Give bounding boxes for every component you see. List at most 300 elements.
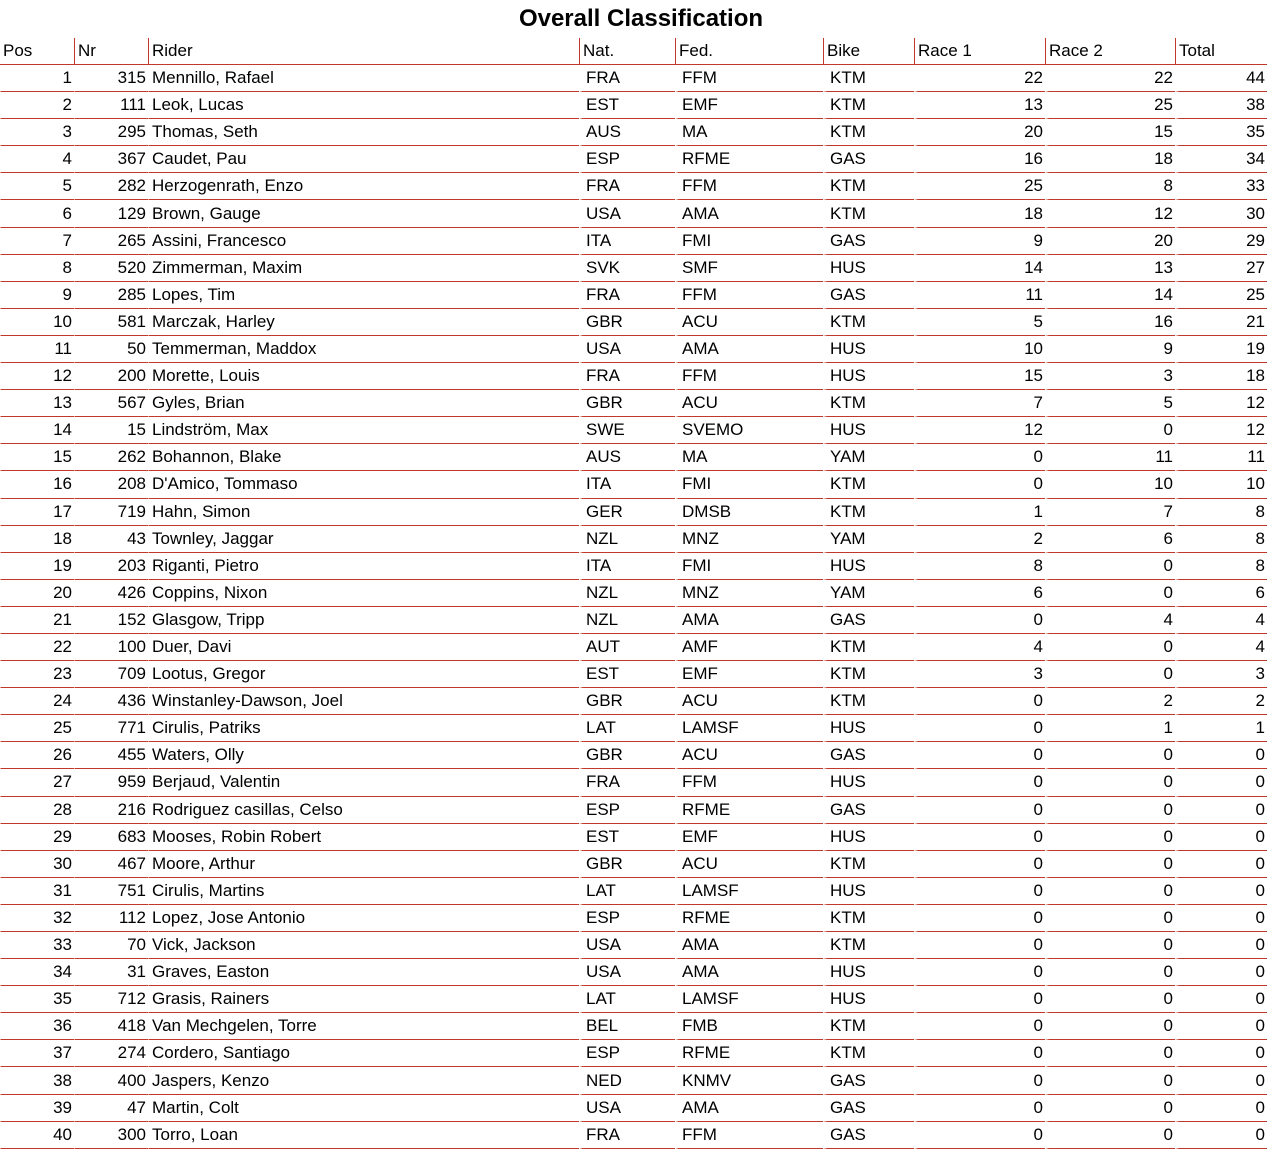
federation-cell: MA (675, 444, 823, 471)
table-row (0, 1067, 1267, 1094)
column-header-race2: Race 2 (1045, 38, 1175, 65)
table-row (0, 769, 1267, 796)
total-cell: 11 (1175, 444, 1267, 471)
race2-cell: 10 (1045, 471, 1175, 498)
total-cell: 0 (1175, 1013, 1267, 1040)
rider-cell: Vick, Jackson (148, 932, 579, 959)
race2-cell: 0 (1045, 661, 1175, 688)
nation-cell: USA (579, 959, 675, 986)
rider-cell: Leok, Lucas (148, 92, 579, 119)
nation-cell: ITA (579, 553, 675, 580)
total-cell: 0 (1175, 824, 1267, 851)
table-row (0, 1040, 1267, 1067)
race1-cell: 0 (914, 769, 1045, 796)
rider-cell: Lindström, Max (148, 417, 579, 444)
race1-cell: 4 (914, 634, 1045, 661)
total-cell: 33 (1175, 173, 1267, 200)
total-cell: 6 (1175, 580, 1267, 607)
race1-cell: 22 (914, 65, 1045, 92)
position-cell: 12 (0, 363, 74, 390)
table-row (0, 65, 1267, 92)
bike-cell: GAS (823, 146, 914, 173)
total-cell: 1 (1175, 715, 1267, 742)
federation-cell: FMI (675, 471, 823, 498)
federation-cell: FFM (675, 173, 823, 200)
nation-cell: GBR (579, 390, 675, 417)
rider-cell: Morette, Louis (148, 363, 579, 390)
federation-cell: FFM (675, 1122, 823, 1149)
position-cell: 10 (0, 309, 74, 336)
race1-cell: 3 (914, 661, 1045, 688)
bike-cell: KTM (823, 390, 914, 417)
table-row (0, 417, 1267, 444)
nation-cell: SVK (579, 255, 675, 282)
nation-cell: FRA (579, 65, 675, 92)
total-cell: 44 (1175, 65, 1267, 92)
table-row (0, 824, 1267, 851)
federation-cell: AMA (675, 1095, 823, 1122)
race1-cell: 14 (914, 255, 1045, 282)
table-row (0, 797, 1267, 824)
federation-cell: AMF (675, 634, 823, 661)
race2-cell: 0 (1045, 1122, 1175, 1149)
nation-cell: ITA (579, 471, 675, 498)
race2-cell: 13 (1045, 255, 1175, 282)
nation-cell: NED (579, 1067, 675, 1094)
rider-cell: Marczak, Harley (148, 309, 579, 336)
position-cell: 4 (0, 146, 74, 173)
position-cell: 6 (0, 200, 74, 227)
race1-cell: 0 (914, 607, 1045, 634)
rider-cell: Mennillo, Rafael (148, 65, 579, 92)
rider-cell: Caudet, Pau (148, 146, 579, 173)
number-cell: 285 (74, 282, 148, 309)
position-cell: 14 (0, 417, 74, 444)
rider-cell: Waters, Olly (148, 742, 579, 769)
total-cell: 30 (1175, 200, 1267, 227)
federation-cell: AMA (675, 932, 823, 959)
bike-cell: YAM (823, 444, 914, 471)
bike-cell: GAS (823, 1122, 914, 1149)
race2-cell: 0 (1045, 824, 1175, 851)
federation-cell: FFM (675, 65, 823, 92)
position-cell: 8 (0, 255, 74, 282)
race2-cell: 0 (1045, 417, 1175, 444)
rider-cell: Jaspers, Kenzo (148, 1067, 579, 1094)
total-cell: 0 (1175, 878, 1267, 905)
race1-cell: 11 (914, 282, 1045, 309)
federation-cell: FFM (675, 282, 823, 309)
federation-cell: AMA (675, 959, 823, 986)
race1-cell: 7 (914, 390, 1045, 417)
position-cell: 25 (0, 715, 74, 742)
bike-cell: HUS (823, 336, 914, 363)
table-row (0, 1122, 1267, 1149)
rider-cell: Mooses, Robin Robert (148, 824, 579, 851)
bike-cell: KTM (823, 119, 914, 146)
nation-cell: GBR (579, 742, 675, 769)
rider-cell: Lopez, Jose Antonio (148, 905, 579, 932)
position-cell: 15 (0, 444, 74, 471)
column-header-race1: Race 1 (914, 38, 1045, 65)
total-cell: 8 (1175, 526, 1267, 553)
race1-cell: 20 (914, 119, 1045, 146)
table-row (0, 634, 1267, 661)
race1-cell: 0 (914, 905, 1045, 932)
nation-cell: FRA (579, 173, 675, 200)
nation-cell: USA (579, 200, 675, 227)
total-cell: 18 (1175, 363, 1267, 390)
table-row (0, 526, 1267, 553)
nation-cell: ESP (579, 146, 675, 173)
column-header-fed: Fed. (675, 38, 823, 65)
federation-cell: SMF (675, 255, 823, 282)
rider-cell: Herzogenrath, Enzo (148, 173, 579, 200)
bike-cell: KTM (823, 499, 914, 526)
table-row (0, 255, 1267, 282)
number-cell: 265 (74, 228, 148, 255)
nation-cell: LAT (579, 715, 675, 742)
position-cell: 29 (0, 824, 74, 851)
bike-cell: GAS (823, 228, 914, 255)
table-row (0, 851, 1267, 878)
bike-cell: HUS (823, 715, 914, 742)
race2-cell: 0 (1045, 580, 1175, 607)
number-cell: 436 (74, 688, 148, 715)
table-row (0, 146, 1267, 173)
federation-cell: LAMSF (675, 878, 823, 905)
table-row (0, 173, 1267, 200)
bike-cell: HUS (823, 959, 914, 986)
table-row (0, 553, 1267, 580)
race2-cell: 16 (1045, 309, 1175, 336)
race1-cell: 10 (914, 336, 1045, 363)
race2-cell: 0 (1045, 905, 1175, 932)
bike-cell: GAS (823, 1067, 914, 1094)
table-header-row (0, 38, 1267, 65)
total-cell: 25 (1175, 282, 1267, 309)
number-cell: 70 (74, 932, 148, 959)
federation-cell: FFM (675, 363, 823, 390)
position-cell: 18 (0, 526, 74, 553)
race2-cell: 9 (1045, 336, 1175, 363)
nation-cell: SWE (579, 417, 675, 444)
rider-cell: Townley, Jaggar (148, 526, 579, 553)
nation-cell: FRA (579, 282, 675, 309)
bike-cell: KTM (823, 471, 914, 498)
rider-cell: Cordero, Santiago (148, 1040, 579, 1067)
total-cell: 0 (1175, 986, 1267, 1013)
race1-cell: 0 (914, 1040, 1045, 1067)
bike-cell: KTM (823, 200, 914, 227)
race2-cell: 22 (1045, 65, 1175, 92)
number-cell: 47 (74, 1095, 148, 1122)
race1-cell: 0 (914, 959, 1045, 986)
total-cell: 12 (1175, 390, 1267, 417)
nation-cell: GER (579, 499, 675, 526)
bike-cell: HUS (823, 986, 914, 1013)
number-cell: 100 (74, 634, 148, 661)
number-cell: 200 (74, 363, 148, 390)
number-cell: 31 (74, 959, 148, 986)
federation-cell: FMI (675, 553, 823, 580)
race2-cell: 0 (1045, 851, 1175, 878)
number-cell: 208 (74, 471, 148, 498)
position-cell: 9 (0, 282, 74, 309)
rider-cell: Brown, Gauge (148, 200, 579, 227)
rider-cell: Cirulis, Martins (148, 878, 579, 905)
bike-cell: HUS (823, 824, 914, 851)
position-cell: 21 (0, 607, 74, 634)
race2-cell: 1 (1045, 715, 1175, 742)
table-row (0, 471, 1267, 498)
rider-cell: Winstanley-Dawson, Joel (148, 688, 579, 715)
nation-cell: ESP (579, 1040, 675, 1067)
rider-cell: Martin, Colt (148, 1095, 579, 1122)
number-cell: 50 (74, 336, 148, 363)
number-cell: 400 (74, 1067, 148, 1094)
total-cell: 10 (1175, 471, 1267, 498)
race2-cell: 0 (1045, 553, 1175, 580)
race2-cell: 15 (1045, 119, 1175, 146)
number-cell: 751 (74, 878, 148, 905)
race1-cell: 5 (914, 309, 1045, 336)
number-cell: 771 (74, 715, 148, 742)
number-cell: 203 (74, 553, 148, 580)
federation-cell: EMF (675, 824, 823, 851)
bike-cell: GAS (823, 282, 914, 309)
race1-cell: 0 (914, 444, 1045, 471)
total-cell: 0 (1175, 769, 1267, 796)
nation-cell: EST (579, 661, 675, 688)
number-cell: 581 (74, 309, 148, 336)
table-row (0, 228, 1267, 255)
race1-cell: 16 (914, 146, 1045, 173)
bike-cell: GAS (823, 742, 914, 769)
race1-cell: 0 (914, 742, 1045, 769)
total-cell: 0 (1175, 1040, 1267, 1067)
race1-cell: 6 (914, 580, 1045, 607)
position-cell: 33 (0, 932, 74, 959)
race2-cell: 6 (1045, 526, 1175, 553)
table-row (0, 309, 1267, 336)
table-row (0, 959, 1267, 986)
nation-cell: AUS (579, 119, 675, 146)
nation-cell: LAT (579, 878, 675, 905)
position-cell: 11 (0, 336, 74, 363)
position-cell: 23 (0, 661, 74, 688)
nation-cell: USA (579, 1095, 675, 1122)
number-cell: 959 (74, 769, 148, 796)
bike-cell: KTM (823, 661, 914, 688)
federation-cell: FMB (675, 1013, 823, 1040)
race1-cell: 0 (914, 797, 1045, 824)
race2-cell: 0 (1045, 1067, 1175, 1094)
total-cell: 12 (1175, 417, 1267, 444)
total-cell: 2 (1175, 688, 1267, 715)
table-row (0, 580, 1267, 607)
bike-cell: KTM (823, 851, 914, 878)
nation-cell: ITA (579, 228, 675, 255)
race2-cell: 0 (1045, 797, 1175, 824)
race2-cell: 0 (1045, 932, 1175, 959)
race1-cell: 0 (914, 932, 1045, 959)
bike-cell: KTM (823, 1013, 914, 1040)
federation-cell: EMF (675, 661, 823, 688)
total-cell: 34 (1175, 146, 1267, 173)
number-cell: 282 (74, 173, 148, 200)
number-cell: 426 (74, 580, 148, 607)
bike-cell: GAS (823, 797, 914, 824)
total-cell: 35 (1175, 119, 1267, 146)
rider-cell: Duer, Davi (148, 634, 579, 661)
race1-cell: 9 (914, 228, 1045, 255)
race1-cell: 0 (914, 824, 1045, 851)
total-cell: 19 (1175, 336, 1267, 363)
federation-cell: RFME (675, 146, 823, 173)
federation-cell: RFME (675, 797, 823, 824)
position-cell: 35 (0, 986, 74, 1013)
number-cell: 719 (74, 499, 148, 526)
position-cell: 28 (0, 797, 74, 824)
federation-cell: MNZ (675, 526, 823, 553)
position-cell: 38 (0, 1067, 74, 1094)
position-cell: 19 (0, 553, 74, 580)
number-cell: 467 (74, 851, 148, 878)
position-cell: 20 (0, 580, 74, 607)
federation-cell: ACU (675, 390, 823, 417)
bike-cell: HUS (823, 363, 914, 390)
race2-cell: 3 (1045, 363, 1175, 390)
federation-cell: AMA (675, 336, 823, 363)
race2-cell: 0 (1045, 634, 1175, 661)
rider-cell: Hahn, Simon (148, 499, 579, 526)
position-cell: 26 (0, 742, 74, 769)
position-cell: 36 (0, 1013, 74, 1040)
table-row (0, 119, 1267, 146)
nation-cell: AUT (579, 634, 675, 661)
position-cell: 31 (0, 878, 74, 905)
nation-cell: LAT (579, 986, 675, 1013)
position-cell: 5 (0, 173, 74, 200)
race2-cell: 0 (1045, 769, 1175, 796)
table-row (0, 363, 1267, 390)
bike-cell: KTM (823, 905, 914, 932)
race1-cell: 25 (914, 173, 1045, 200)
total-cell: 4 (1175, 634, 1267, 661)
rider-cell: Torro, Loan (148, 1122, 579, 1149)
number-cell: 216 (74, 797, 148, 824)
table-body (0, 65, 1267, 1149)
position-cell: 17 (0, 499, 74, 526)
table-row (0, 607, 1267, 634)
race1-cell: 0 (914, 471, 1045, 498)
race1-cell: 18 (914, 200, 1045, 227)
position-cell: 24 (0, 688, 74, 715)
race1-cell: 13 (914, 92, 1045, 119)
race1-cell: 15 (914, 363, 1045, 390)
race2-cell: 0 (1045, 878, 1175, 905)
race1-cell: 0 (914, 878, 1045, 905)
rider-cell: Temmerman, Maddox (148, 336, 579, 363)
position-cell: 27 (0, 769, 74, 796)
number-cell: 262 (74, 444, 148, 471)
bike-cell: KTM (823, 634, 914, 661)
race2-cell: 5 (1045, 390, 1175, 417)
total-cell: 0 (1175, 742, 1267, 769)
federation-cell: KNMV (675, 1067, 823, 1094)
number-cell: 520 (74, 255, 148, 282)
federation-cell: LAMSF (675, 986, 823, 1013)
rider-cell: Van Mechgelen, Torre (148, 1013, 579, 1040)
position-cell: 22 (0, 634, 74, 661)
table-row (0, 390, 1267, 417)
total-cell: 29 (1175, 228, 1267, 255)
total-cell: 0 (1175, 851, 1267, 878)
bike-cell: GAS (823, 1095, 914, 1122)
rider-cell: Lootus, Gregor (148, 661, 579, 688)
bike-cell: HUS (823, 769, 914, 796)
position-cell: 3 (0, 119, 74, 146)
total-cell: 0 (1175, 905, 1267, 932)
federation-cell: DMSB (675, 499, 823, 526)
rider-cell: Graves, Easton (148, 959, 579, 986)
table-row (0, 905, 1267, 932)
bike-cell: KTM (823, 92, 914, 119)
race1-cell: 0 (914, 986, 1045, 1013)
nation-cell: AUS (579, 444, 675, 471)
race2-cell: 25 (1045, 92, 1175, 119)
rider-cell: Gyles, Brian (148, 390, 579, 417)
federation-cell: RFME (675, 905, 823, 932)
nation-cell: FRA (579, 769, 675, 796)
position-cell: 16 (0, 471, 74, 498)
rider-cell: Rodriguez casillas, Celso (148, 797, 579, 824)
race2-cell: 20 (1045, 228, 1175, 255)
nation-cell: GBR (579, 688, 675, 715)
bike-cell: GAS (823, 607, 914, 634)
table-row (0, 499, 1267, 526)
race1-cell: 2 (914, 526, 1045, 553)
federation-cell: MNZ (675, 580, 823, 607)
number-cell: 683 (74, 824, 148, 851)
column-header-nat: Nat. (579, 38, 675, 65)
rider-cell: Riganti, Pietro (148, 553, 579, 580)
position-cell: 39 (0, 1095, 74, 1122)
race1-cell: 12 (914, 417, 1045, 444)
race2-cell: 0 (1045, 1013, 1175, 1040)
federation-cell: ACU (675, 309, 823, 336)
position-cell: 13 (0, 390, 74, 417)
table-row (0, 1095, 1267, 1122)
rider-cell: Coppins, Nixon (148, 580, 579, 607)
column-header-pos: Pos (0, 38, 74, 65)
nation-cell: NZL (579, 607, 675, 634)
column-header-bike: Bike (823, 38, 914, 65)
number-cell: 709 (74, 661, 148, 688)
number-cell: 129 (74, 200, 148, 227)
position-cell: 2 (0, 92, 74, 119)
federation-cell: AMA (675, 607, 823, 634)
rider-cell: Moore, Arthur (148, 851, 579, 878)
number-cell: 712 (74, 986, 148, 1013)
race2-cell: 8 (1045, 173, 1175, 200)
race2-cell: 0 (1045, 1095, 1175, 1122)
table-row (0, 742, 1267, 769)
column-header-total: Total (1175, 38, 1267, 65)
nation-cell: USA (579, 932, 675, 959)
table-row (0, 336, 1267, 363)
